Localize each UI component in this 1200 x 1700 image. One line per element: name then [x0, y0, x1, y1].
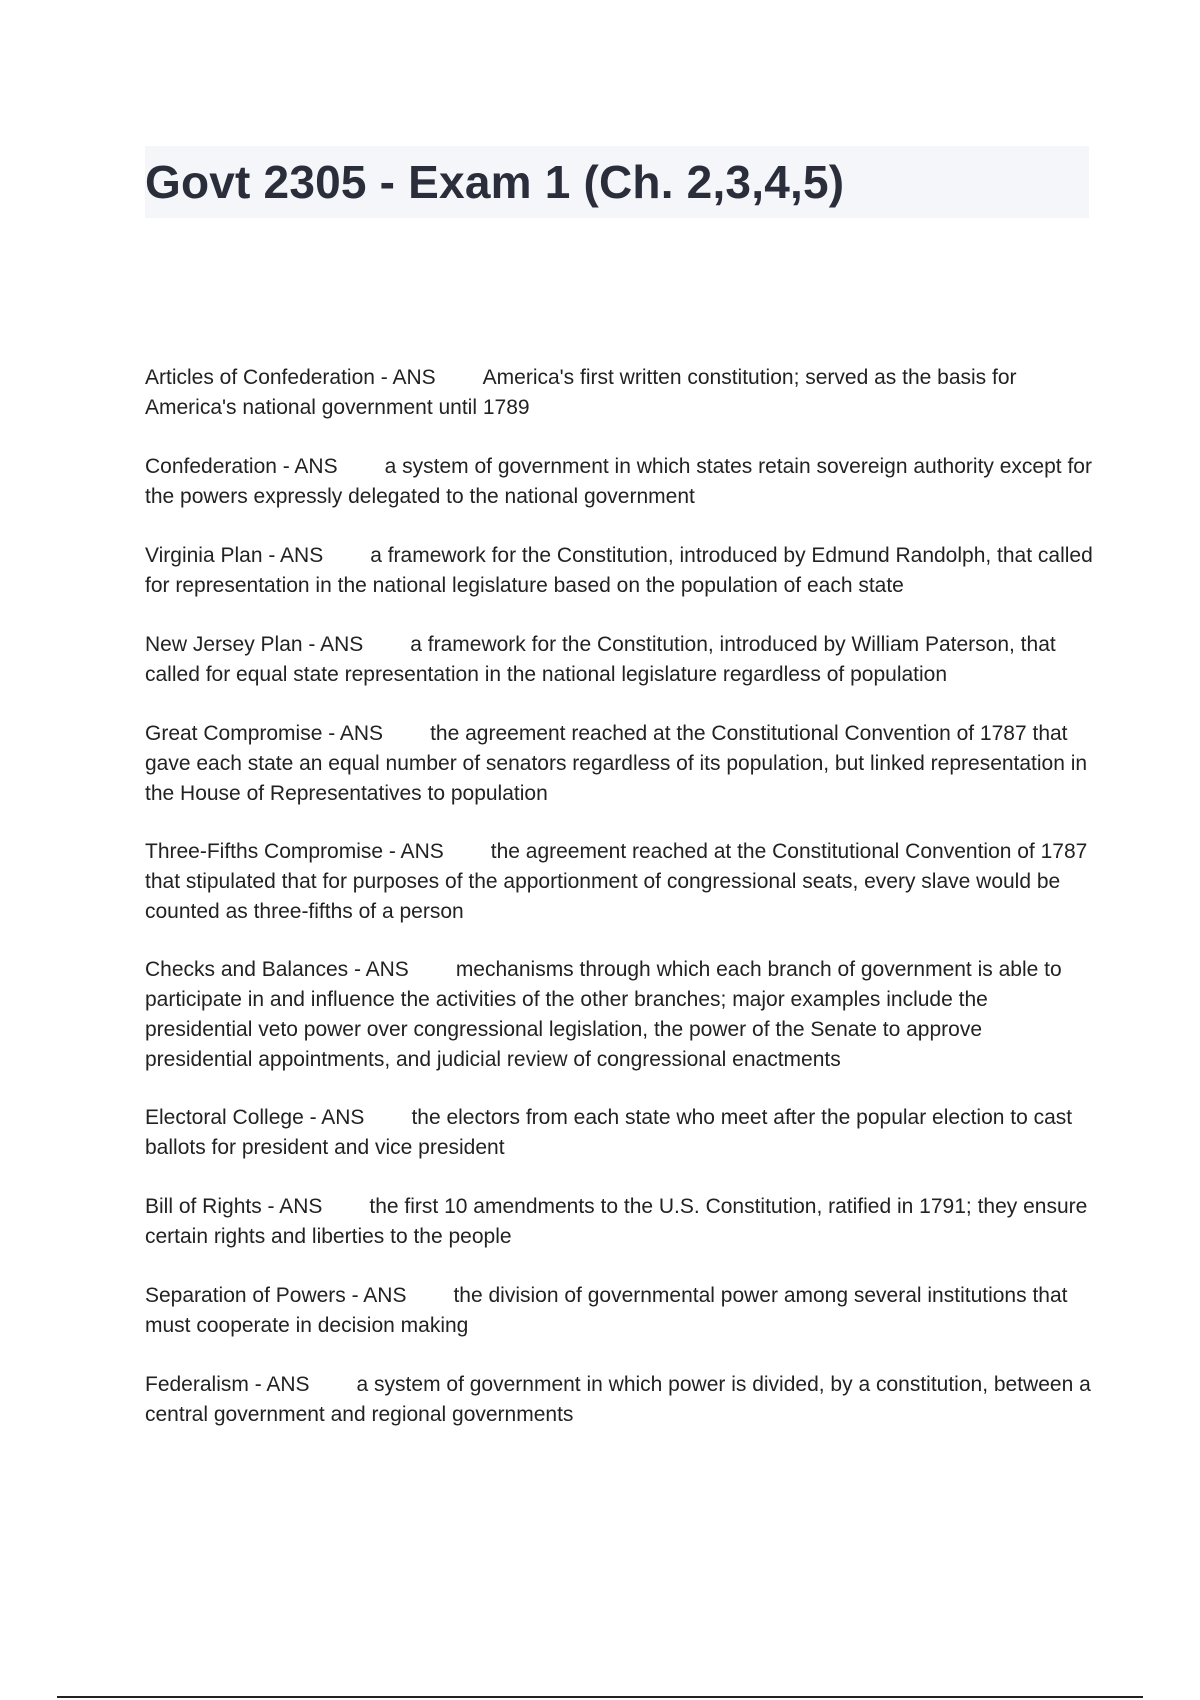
- entry-term: Confederation - ANS: [145, 455, 338, 478]
- entry-definition: mechanisms through which each branch of government is able to participate in and influence the activities of the other branches; major examples include the presidential veto power over congressional legislation, the power of the Senate to approve presidential appointments, and judicial review of congressional enactments: [145, 958, 1062, 1071]
- entry-term: Checks and Balances - ANS: [145, 958, 409, 981]
- entry-term: Great Compromise - ANS: [145, 722, 384, 745]
- entry-term: Articles of Confederation - ANS: [145, 366, 436, 389]
- entry-term: Bill of Rights - ANS: [145, 1195, 323, 1218]
- flashcard-entry: [145, 1370, 1095, 1430]
- flashcard-list: [145, 363, 1095, 1459]
- entry-term: Electoral College - ANS: [145, 1106, 365, 1129]
- flashcard-entry: [145, 363, 1095, 423]
- flashcard-entry: [145, 1103, 1095, 1163]
- entry-definition: a framework for the Constitution, introduced by William Paterson, that called for equal state representation in the national legislature regardless of population: [145, 633, 1056, 686]
- entry-definition: the agreement reached at the Constitutional Convention of 1787 that stipulated that for purposes of the apportionment of congressional seats, every slave would be counted as three-fifths of a person: [145, 840, 1088, 923]
- entry-definition: a system of government in which states retain sovereign authority except for the powers expressly delegated to the national government: [145, 455, 1092, 508]
- flashcard-entry: [145, 452, 1095, 512]
- entry-term: New Jersey Plan - ANS: [145, 633, 364, 656]
- footer-rule: [57, 1696, 1143, 1698]
- entry-definition: the division of governmental power among several institutions that must cooperate in decision making: [145, 1284, 1068, 1337]
- entry-definition: a system of government in which power is divided, by a constitution, between a central government and regional governments: [145, 1373, 1091, 1426]
- flashcard-entry: [145, 630, 1095, 690]
- entry-term: Virginia Plan - ANS: [145, 544, 324, 567]
- entry-definition: a framework for the Constitution, introduced by Edmund Randolph, that called for representation in the national legislature based on the population of each state: [145, 544, 1093, 597]
- entry-definition: the first 10 amendments to the U.S. Constitution, ratified in 1791; they ensure certain rights and liberties to the people: [145, 1195, 1088, 1248]
- entry-definition: the agreement reached at the Constitutional Convention of 1787 that gave each state an equal number of senators regardless of its population, but linked representation in the House of Representatives to population: [145, 722, 1088, 805]
- entry-definition: America's first written constitution; served as the basis for America's national government until 1789: [145, 366, 1017, 419]
- page-title: Govt 2305 - Exam 1 (Ch. 2,3,4,5): [145, 156, 845, 208]
- flashcard-entry: [145, 1192, 1095, 1252]
- flashcard-entry: [145, 1281, 1095, 1341]
- entry-term: Three-Fifths Compromise - ANS: [145, 840, 444, 863]
- entry-term: Separation of Powers - ANS: [145, 1284, 407, 1307]
- flashcard-entry: [145, 955, 1095, 1075]
- flashcard-entry: [145, 541, 1095, 601]
- entry-definition: the electors from each state who meet after the popular election to cast ballots for president and vice president: [145, 1106, 1073, 1159]
- entry-term: Federalism - ANS: [145, 1373, 310, 1396]
- flashcard-entry: [145, 837, 1095, 927]
- flashcard-entry: [145, 719, 1095, 809]
